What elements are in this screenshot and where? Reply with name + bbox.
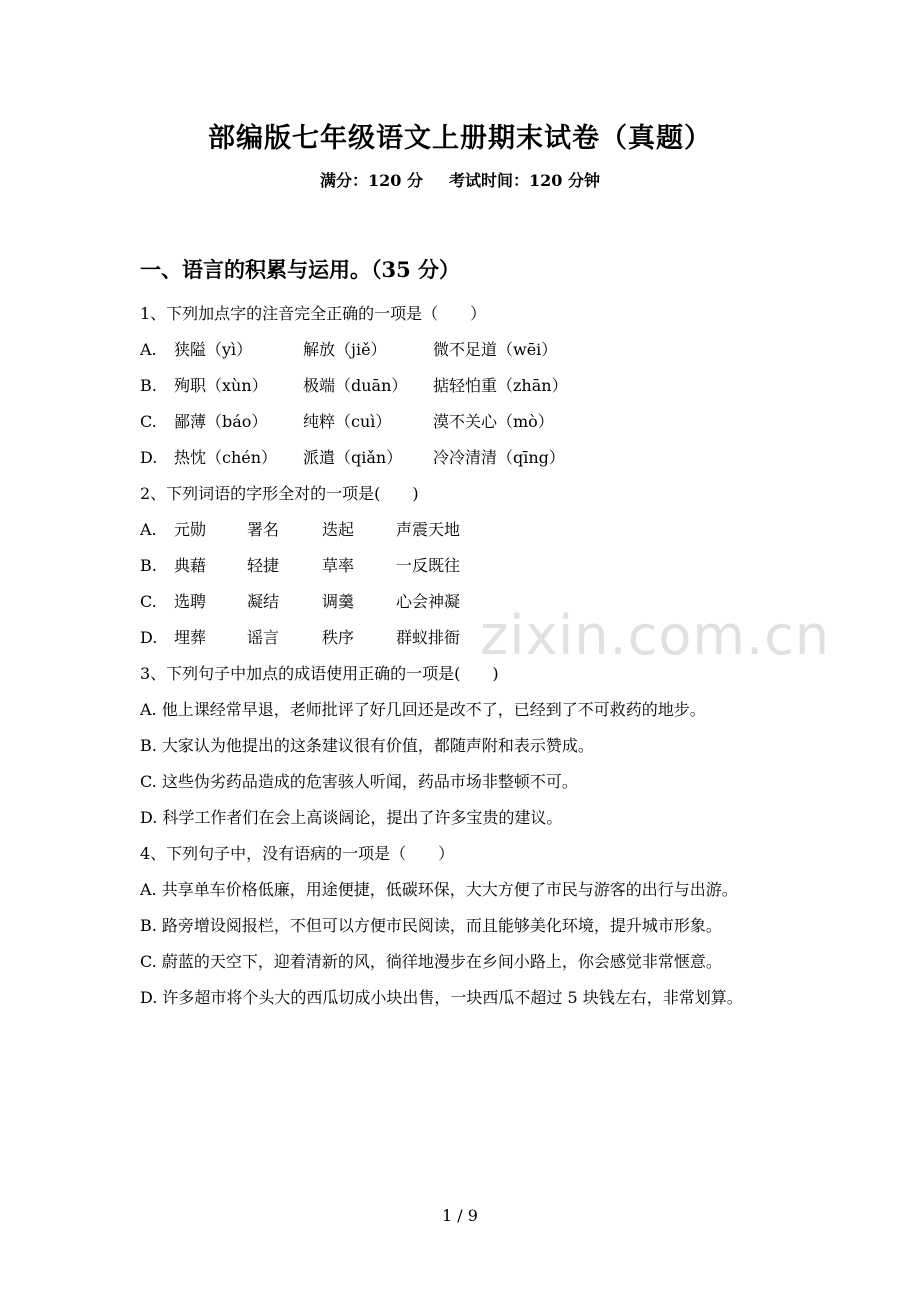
question-2-option-a: A. 元勋 署名 迭起 声震天地 (140, 520, 461, 539)
question-3-stem: 3、下列句子中加点的成语使用正确的一项是( ) (140, 664, 499, 683)
exam-time: 考试时间：120 分钟 (449, 171, 600, 190)
question-1-option-d: D. 热忱（chén） 派遣（qiǎn） 冷冷清清（qīng） (140, 448, 565, 467)
question-1-option-c: C. 鄙薄（báo） 纯粹（cuì） 漠不关心（mò） (140, 412, 554, 431)
question-4-option-b: B. 路旁增设阅报栏，不但可以方便市民阅读，而且能够美化环境，提升城市形象。 (140, 916, 722, 935)
question-3-option-d: D. 科学工作者们在会上高谈阔论，提出了许多宝贵的建议。 (140, 808, 563, 827)
question-4-option-d: D. 许多超市将个头大的西瓜切成小块出售，一块西瓜不超过 5 块钱左右，非常划算。 (140, 988, 743, 1007)
full-score: 满分：120 分 (320, 171, 423, 190)
watermark: zixin.com.cn (480, 604, 831, 667)
question-3-option-c: C. 这些伪劣药品造成的危害骇人听闻，药品市场非整顿不可。 (140, 772, 578, 791)
question-3-option-b: B. 大家认为他提出的这条建议很有价值，都随声附和表示赞成。 (140, 736, 594, 755)
question-1-option-a: A. 狭隘（yì） 解放（jiě） 微不足道（wēi） (140, 340, 558, 359)
question-2-stem: 2、下列词语的字形全对的一项是( ) (140, 484, 419, 503)
question-2-option-d: D. 埋葬 谣言 秩序 群蚁排衙 (140, 628, 461, 647)
exam-info (0, 168, 920, 191)
page-title: 部编版七年级语文上册期末试卷（真题） (208, 123, 712, 154)
question-2-option-b: B. 典藉 轻捷 草率 一反既往 (140, 556, 461, 575)
page-number: 1 / 9 (442, 1206, 478, 1225)
question-4-option-c: C. 蔚蓝的天空下，迎着清新的风，徜徉地漫步在乡间小路上，你会感觉非常惬意。 (140, 952, 722, 971)
question-1-option-b: B. 殉职（xùn） 极端（duān） 掂轻怕重（zhān） (140, 376, 568, 395)
question-3-option-a: A. 他上课经常早退，老师批评了好几回还是改不了，已经到了不可救药的地步。 (140, 700, 706, 719)
section-heading: 一、语言的积累与运用。（35 分） (140, 257, 461, 282)
question-1-stem: 1、下列加点字的注音完全正确的一项是（ ） (140, 304, 487, 323)
question-4-option-a: A. 共享单车价格低廉，用途便捷，低碳环保，大大方便了市民与游客的出行与出游。 (140, 880, 738, 899)
question-4-stem: 4、下列句子中，没有语病的一项是（ ） (140, 844, 455, 863)
question-2-option-c: C. 选聘 凝结 调羹 心会神凝 (140, 592, 461, 611)
